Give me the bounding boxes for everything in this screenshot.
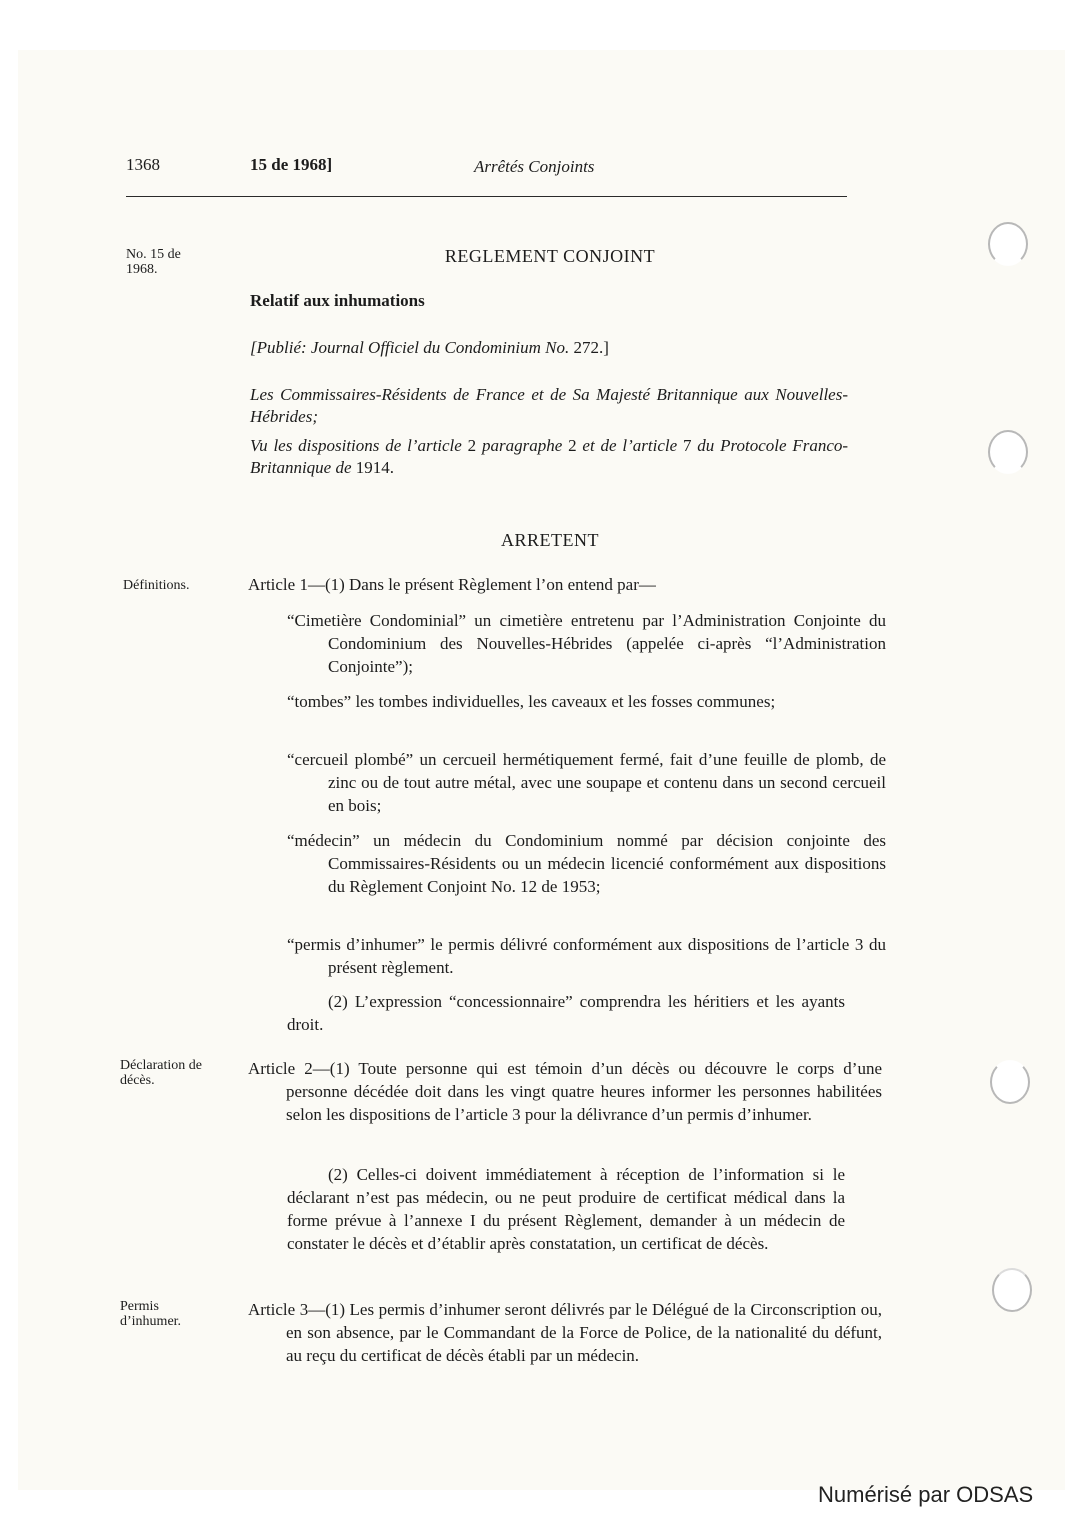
- running-title: Arrêtés Conjoints: [474, 157, 595, 176]
- punch-hole: [988, 222, 1028, 266]
- punch-hole: [990, 1060, 1030, 1104]
- document-title: REGLEMENT CONJOINT: [444, 246, 656, 266]
- margin-note-number: No. 15 de 1968.: [126, 247, 181, 277]
- header-rule: [126, 196, 847, 197]
- definition-medecin: “médecin” un médecin du Condominium nommé par décision conjointe des Commissaires-Résidents ou un médecin licencié conformément aux dispositions du Règlement Conjoint No. 12 de 1953;: [287, 831, 886, 896]
- article-3-paragraph-1: Article 3—(1) Les permis d’inhumer seront délivrés par le Délégué de la Circonscription ou, en son absence, par le Commandant de la Force de Police, de la nationalité du défunt, au reçu du certificat de décès établi par un médecin.: [248, 1300, 882, 1365]
- margin-note-permis: Permis d’inhumer.: [120, 1299, 182, 1329]
- punch-hole: [992, 1268, 1032, 1312]
- article-2-paragraph-1: Article 2—(1) Toute personne qui est témoin d’un décès ou découvre le corps d’une personne décédée doit dans les vingt quatre heures informer les personnes habilitées selon les dispositions de l’article 3 pour la délivrance d’un permis d’inhumer.: [248, 1059, 882, 1124]
- article-1-paragraph-2: (2) L’expression “concessionnaire” comprendra les héritiers et les ayants droit.: [287, 992, 845, 1034]
- document-subtitle: Relatif aux inhumations: [250, 291, 425, 310]
- punch-hole: [988, 430, 1028, 474]
- margin-note-definitions: Définitions.: [123, 578, 190, 593]
- publication-number: 272.]: [573, 338, 609, 357]
- definition-cercueil: “cercueil plombé” un cercueil hermétiquement fermé, fait d’une feuille de plomb, de zinc ou de tout autre métal, avec une soupape et contenu dans un second cercueil en bois;: [287, 750, 886, 815]
- arretent-heading: ARRETENT: [501, 530, 599, 550]
- definition-tombes: “tombes” les tombes individuelles, les caveaux et les fosses communes;: [287, 692, 776, 711]
- article-2-paragraph-2: (2) Celles-ci doivent immédiatement à réception de l’information si le déclarant n’est pas médecin, ou ne peut produire de certificat médical dans la forme prévue à l’annexe I du présent Règlement, demander à un médecin de constater le décès et d’établir après constatation, un certificat de décès.: [287, 1165, 845, 1253]
- margin-note-declaration: Déclaration de décès.: [120, 1058, 203, 1088]
- preamble-commissioners: Les Commissaires-Résidents de France et de Sa Majesté Britannique aux Nouvelles-Hébrides;: [250, 385, 848, 426]
- publication-prefix: [Publié: Journal Officiel du Condominium No.: [250, 338, 570, 357]
- header-reference: 15 de 1968]: [250, 155, 333, 174]
- page-number: 1368: [126, 155, 160, 174]
- definition-permis: “permis d’inhumer” le permis délivré conformément aux dispositions de l’article 3 du présent règlement.: [287, 935, 886, 977]
- definition-cimetiere: “Cimetière Condominial” un cimetière entretenu par l’Administration Conjointe du Condominium des Nouvelles-Hébrides (appelée ci-après “l’Administration Conjointe”);: [287, 611, 886, 676]
- preamble-vu: Vu les dispositions de l’article 2 paragraphe 2 et de l’article 7 du Protocole Franco-Britannique de 1914.: [250, 436, 849, 477]
- article-1-intro: Article 1—(1) Dans le présent Règlement l’on entend par—: [248, 575, 656, 594]
- publication-note: [250, 338, 609, 358]
- digitization-credit: Numérisé par ODSAS: [818, 1482, 1034, 1507]
